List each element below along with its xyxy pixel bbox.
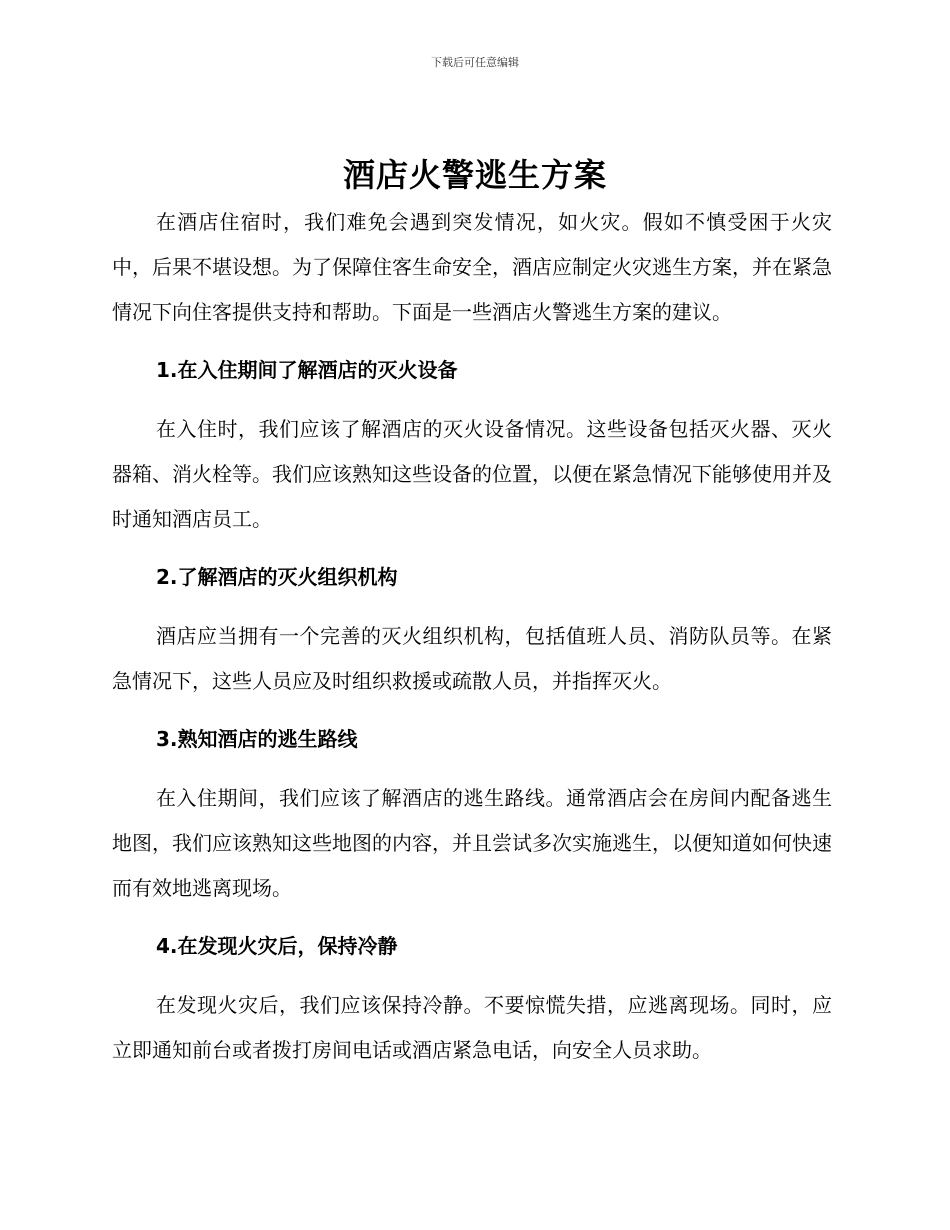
section-body-2: 酒店应当拥有一个完善的灭火组织机构，包括值班人员、消防队员等。在紧急情况下，这些人员应及时组织救援或疏散人员，并指挥灭火。 [112, 624, 832, 693]
section-heading-4: 4.在发现火灾后，保持冷静 [156, 934, 398, 958]
section-heading-1: 1.在入住期间了解酒店的灭火设备 [156, 358, 458, 382]
document-title: 酒店火警逃生方案 [342, 156, 607, 194]
document-body [112, 200, 832, 1073]
header-note: 下载后可任意编辑 [431, 56, 519, 69]
section-body-3: 在入住期间，我们应该了解酒店的逃生路线。通常酒店会在房间内配备逃生地图，我们应该熟知这些地图的内容，并且尝试多次实施逃生，以便知道如何快速而有效地逃离现场。 [112, 786, 832, 900]
section-heading-3: 3.熟知酒店的逃生路线 [156, 727, 358, 751]
section-body-4: 在发现火灾后，我们应该保持冷静。不要惊慌失措，应逃离现场。同时，应立即通知前台或者拨打房间电话或酒店紧急电话，向安全人员求助。 [112, 993, 832, 1062]
section-body-1: 在入住时，我们应该了解酒店的灭火设备情况。这些设备包括灭火器、灭火器箱、消火栓等。我们应该熟知这些设备的位置，以便在紧急情况下能够使用并及时通知酒店员工。 [112, 417, 832, 531]
intro-paragraph: 在酒店住宿时，我们难免会遇到突发情况，如火灾。假如不慎受困于火灾中，后果不堪设想。为了保障住客生命安全，酒店应制定火灾逃生方案，并在紧急情况下向住客提供支持和帮助。下面是一些酒店火警逃生方案的建议。 [112, 210, 832, 324]
section-heading-2: 2.了解酒店的灭火组织机构 [156, 565, 398, 589]
